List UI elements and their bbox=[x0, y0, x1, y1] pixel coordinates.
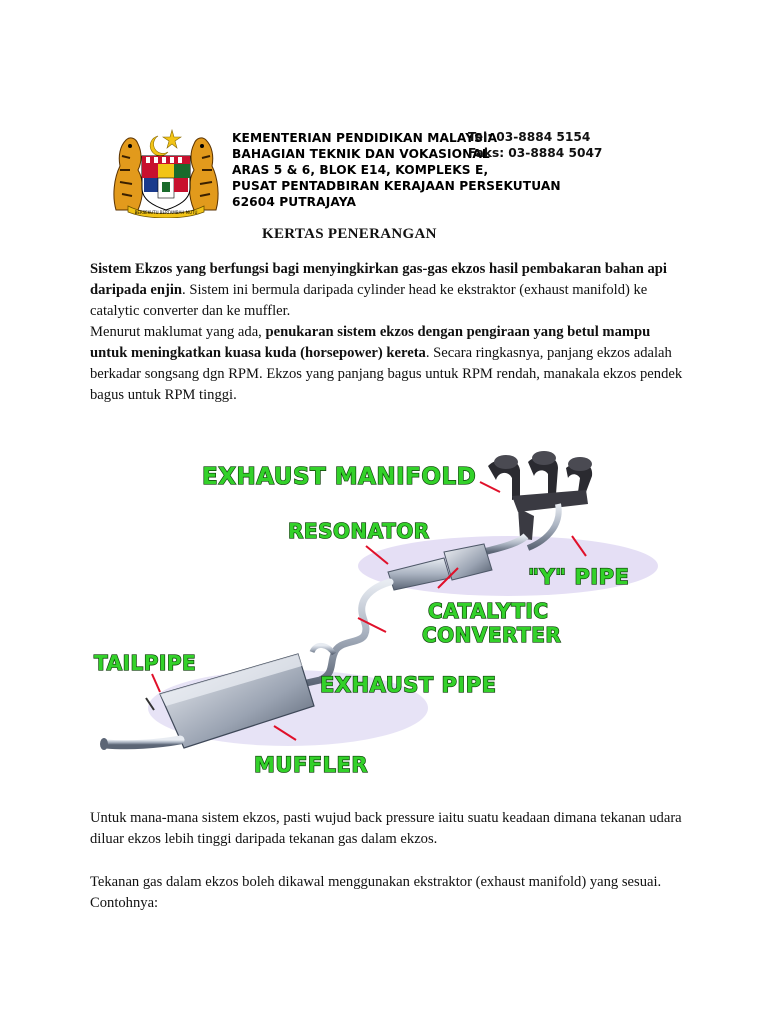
address-line-2: PUSAT PENTADBIRAN KERAJAAN PERSEKUTUAN bbox=[232, 179, 561, 193]
paragraph-horsepower-lead: Menurut maklumat yang ada, bbox=[90, 324, 266, 340]
label-muffler: MUFFLER bbox=[254, 753, 369, 777]
paragraph-gas-pressure: Tekanan gas dalam ekzos boleh dikawal menggunakan ekstraktor (exhaust manifold) yang sesuai. Contohnya: bbox=[90, 874, 662, 911]
label-converter: CONVERTER bbox=[422, 623, 562, 647]
label-tailpipe: TAILPIPE bbox=[94, 651, 197, 675]
exhaust-manifold-part bbox=[488, 451, 592, 540]
exhaust-pipe-part bbox=[302, 582, 390, 684]
address-line-3: 62604 PUTRAJAYA bbox=[232, 195, 356, 209]
malaysia-coat-of-arms-logo bbox=[108, 126, 224, 218]
paragraph-horsepower-text: . Secara ringkasnya, panjang ekzos adalah berkadar songsang dgn RPM. Ekzos yang panjang bagus untuk RPM rendah, manakala ekzos pendek bagus untuk RPM tinggi. bbox=[90, 345, 683, 403]
svg-text:BERSEKUTU BERTAMBAH MUTU: BERSEKUTU BERTAMBAH MUTU bbox=[134, 210, 198, 215]
document-title: KERTAS PENERANGAN bbox=[262, 226, 437, 242]
paragraph-intro bbox=[90, 259, 690, 322]
paragraph-back-pressure: Untuk mana-mana sistem ekzos, pasti wujud back pressure iaitu suatu keadaan dimana tekanan udara diluar ekzos lebih tinggi daripada tekanan gas dalam ekzos. bbox=[90, 810, 682, 847]
division-name: BAHAGIAN TEKNIK DAN VOKASIONAL bbox=[232, 147, 490, 161]
label-resonator: RESONATOR bbox=[288, 519, 430, 543]
fax-number: Faks: 03-8884 5047 bbox=[468, 146, 603, 160]
exhaust-system-diagram bbox=[88, 448, 688, 788]
telephone-number: Tel: 03-8884 5154 bbox=[468, 130, 591, 144]
exhaust-pipe-part bbox=[312, 645, 334, 654]
paragraph-horsepower-bold: penukaran sistem ekzos dengan pengiraan yang betul mampu untuk meningkatkan kuasa kuda (horsepower) kereta bbox=[90, 324, 651, 361]
label-y-pipe: "Y" PIPE bbox=[528, 565, 630, 589]
label-catalytic: CATALYTIC bbox=[428, 599, 549, 623]
address-line-1: ARAS 5 & 6, BLOK E14, KOMPLEKS E, bbox=[232, 163, 489, 177]
tailpipe-part bbox=[106, 740, 180, 745]
paragraph-intro-text: . Sistem ini bermula daripada cylinder head ke ekstraktor (exhaust manifold) ke catalytic converter dan ke muffler. bbox=[90, 282, 648, 319]
label-exhaust-pipe: EXHAUST PIPE bbox=[320, 673, 497, 697]
label-exhaust-manifold: EXHAUST MANIFOLD bbox=[202, 464, 477, 490]
paragraph-horsepower bbox=[90, 322, 690, 406]
paragraph-intro-bold: Sistem Ekzos yang berfungsi bagi menyingkirkan gas-gas ekzos hasil pembakaran bahan api daripada enjin bbox=[90, 261, 667, 298]
ministry-name: KEMENTERIAN PENDIDIKAN MALAYSIA bbox=[232, 131, 498, 145]
